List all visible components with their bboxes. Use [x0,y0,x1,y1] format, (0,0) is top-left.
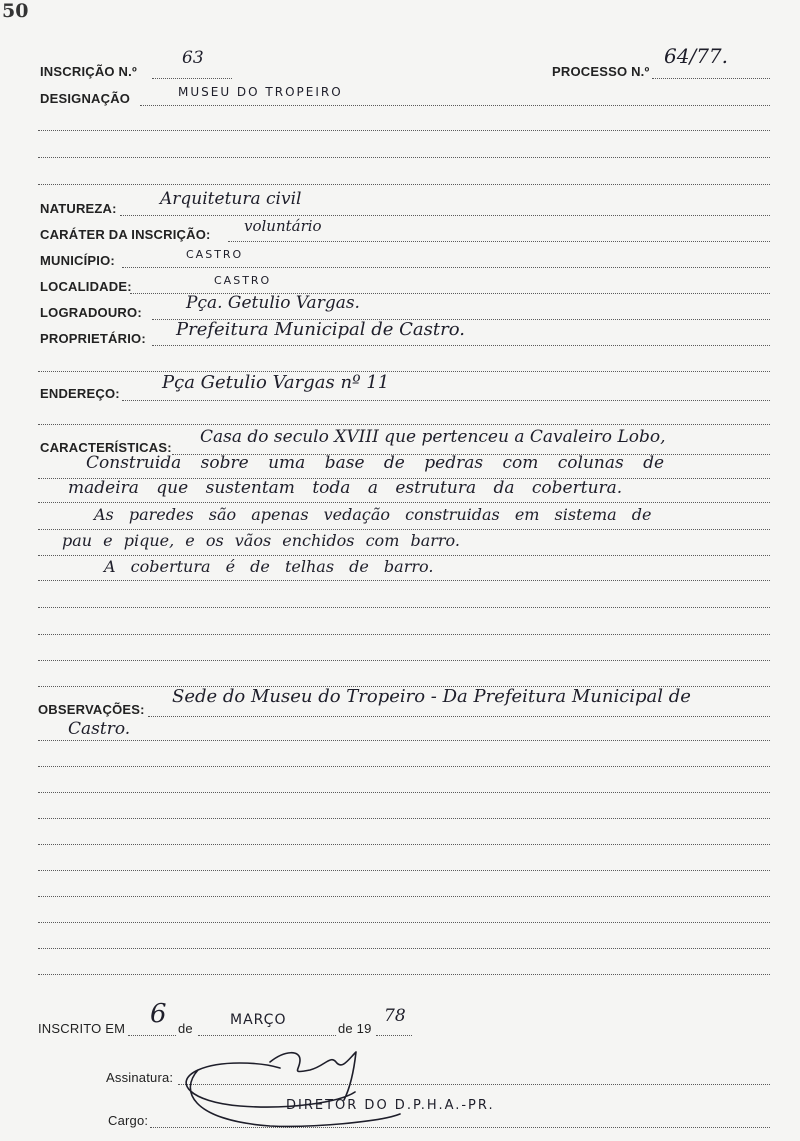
observacoes-text-line: Sede do Museu do Tropeiro - Da Prefeitura Municipal de [172,686,691,707]
handwritten-signature [150,1030,410,1135]
carater-value: voluntário [244,217,322,235]
observacoes-line-1 [148,716,770,717]
observacoes-line-5 [38,818,770,819]
observacoes-line-4 [38,792,770,793]
designacao-line-2 [38,130,770,131]
designacao-value: MUSEU DO TROPEIRO [178,85,343,99]
caracteristicas-label: CARACTERÍSTICAS: [40,440,172,455]
municipio-label: MUNICÍPIO: [40,253,115,268]
observacoes-text-line: Castro. [68,719,131,739]
caracteristicas-text-line: pau e pique, e os vãos enchidos com barro. [62,531,460,550]
inscrito-ano-value: 78 [384,1006,406,1026]
proprietario-line [152,345,770,346]
inscricao-line [152,78,232,79]
observacoes-line-2 [38,740,770,741]
cargo-value: DIRETOR DO D.P.H.A.-PR. [286,1098,495,1113]
inscricao-value: 63 [182,48,204,68]
caracteristicas-line-8 [38,634,770,635]
caracteristicas-text-line: As paredes são apenas vedação construidas em sistema de [94,505,652,524]
endereco-line-2 [38,424,770,425]
caracteristicas-line-9 [38,660,770,661]
inscrito-de-label: de [178,1021,193,1036]
page-number: 50 [2,0,29,22]
endereco-value: Pça Getulio Vargas nº 11 [162,372,390,393]
endereco-line [122,400,770,401]
municipio-value: CASTRO [186,248,244,261]
proprietario-label: PROPRIETÁRIO: [40,331,146,346]
carater-label: CARÁTER DA INSCRIÇÃO: [40,227,211,242]
inscricao-label: INSCRIÇÃO N.º [40,64,137,79]
observacoes-line-7 [38,870,770,871]
natureza-line [120,215,770,216]
observacoes-line-9 [38,922,770,923]
caracteristicas-line-5 [38,555,770,556]
localidade-value: CASTRO [214,274,272,287]
municipio-line [122,267,770,268]
cargo-label: Cargo: [108,1113,149,1128]
logradouro-value: Pça. Getulio Vargas. [186,293,360,313]
caracteristicas-line-4 [38,529,770,530]
carater-line [228,241,770,242]
logradouro-label: LOGRADOURO: [40,305,142,320]
designacao-label: DESIGNAÇÃO [40,91,131,106]
caracteristicas-line-6 [38,580,770,581]
processo-value: 64/77. [664,44,728,68]
caracteristicas-line-3 [38,502,770,503]
inscrito-dia-value: 6 [150,999,167,1029]
observacoes-line-6 [38,844,770,845]
observacoes-label: OBSERVAÇÕES: [38,702,145,717]
designacao-line-3 [38,157,770,158]
processo-line [652,78,770,79]
proprietario-value: Prefeitura Municipal de Castro. [176,319,465,340]
designacao-line-4 [38,184,770,185]
observacoes-line-3 [38,766,770,767]
caracteristicas-text-line: Construida sobre uma base de pedras com colunas de [86,453,665,473]
proprietario-line-2 [38,371,770,372]
observacoes-line-8 [38,896,770,897]
inscrito-de-19-label: de 19 [338,1021,372,1036]
inscrito-em-label: INSCRITO EM [38,1021,126,1036]
processo-label: PROCESSO N.º [552,64,650,79]
observacoes-line-11 [38,974,770,975]
caracteristicas-line-7 [38,607,770,608]
caracteristicas-text-line: Casa do seculo XVIII que pertenceu a Cavaleiro Lobo, [200,427,666,447]
observacoes-line-10 [38,948,770,949]
designacao-line [140,105,770,106]
caracteristicas-text-line: A cobertura é de telhas de barro. [104,557,434,576]
endereco-label: ENDEREÇO: [40,386,120,401]
assinatura-label: Assinatura: [106,1070,174,1085]
localidade-label: LOCALIDADE: [40,279,132,294]
natureza-label: NATUREZA: [40,201,117,216]
natureza-value: Arquitetura civil [160,189,302,209]
caracteristicas-text-line: madeira que sustentam toda a estrutura da cobertura. [68,478,623,498]
inscrito-mes-value: MARÇO [230,1012,287,1028]
